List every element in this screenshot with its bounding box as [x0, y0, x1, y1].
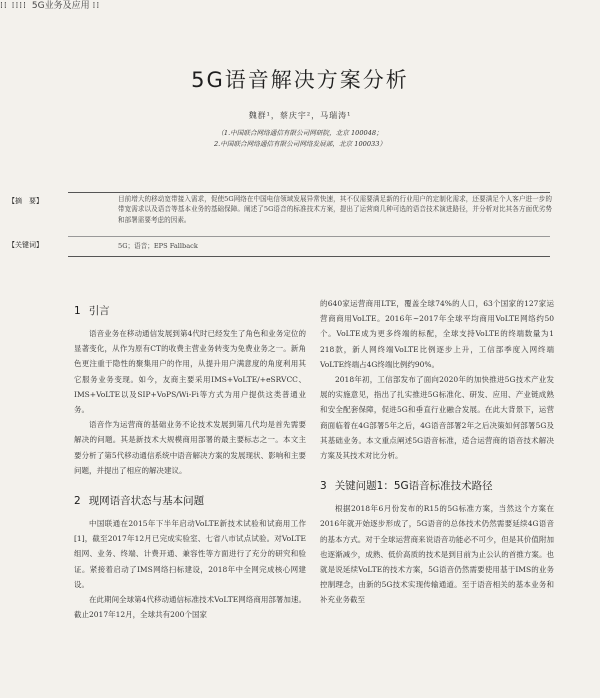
section-heading-intro — [74, 304, 306, 319]
section-number: 3 — [320, 480, 327, 493]
running-header — [0, 0, 600, 12]
section-number: 2 — [74, 495, 81, 508]
paragraph: 语音作为运营商的基础业务不论技术发展到第几代均是首先需要解决的问题。其是新技术大规模商用部署的最主要标志之一。本文主要分析了第5代移动通信系统中语音解决方案的发展现状、影响和主要问题，并提出了相应的解决建议。 — [74, 420, 306, 475]
abstract-text: 目前增大的移动宽带接入需求，促使5G网络在中国电信领域发展异常快速，其不仅需要满足新的行业用户的定制化需求，还要满足个人客户进一步的带宽需求以及语音等基本业务的基础保障。阐述了5G语音的标准技术方案，提出了运营商几种可选的语音技术演进路径，并分析对比其各方面优劣势和部署需要考虑的因素。 — [118, 195, 552, 224]
header-section: 5G业务及应用 — [31, 1, 90, 11]
keywords-label: 【关键词】 — [8, 241, 43, 249]
affiliation-line: 2.中国联合网络通信有限公司网络发展部，北京 100033） — [213, 139, 387, 148]
section-heading-key-issue — [320, 479, 554, 494]
section-title: 现网语音状态与基本问题 — [88, 495, 205, 508]
section-title: 关键问题1：5G语音标准技术路径 — [334, 480, 493, 493]
paragraph: 语音业务在移动通信发展到第4代时已经发生了角色和业务定位的显著变化，从作为原有CT的收费主营业务转变为免费业务之一。新角色更注重于隐性的聚集用户的作用，从提升用户满意度的角度利用其它服务业务变现。如今，友商主要采用IMS+VoLTE/+eSRVCC、IMS+VoLTE以及SIP+VoPS/Wi-Fi等方式为用户提供这类普通业务。 — [74, 329, 306, 415]
paragraph: 中国联通在2015年下半年启动VoLTE新技术试验和试商用工作[1]，截至2017年12月已完成实验室、七省八市试点试验。对VoLTE组网、业务、终端、计费开通、兼容性等方面进行了充分的研究和验证。紧接着启动了IMS网络扫标建设，2018年中全网完成核心网建设。 — [74, 519, 306, 589]
right-column — [320, 296, 554, 608]
abstract-label: 【摘 要】 — [8, 197, 43, 205]
left-column — [74, 304, 306, 622]
section-title: 引言 — [88, 305, 110, 317]
paragraph: 在此期间全球第4代移动通信标准技术VoLTE网络商用部署加速。截止2017年12月，全球共有200个国家 — [74, 595, 306, 620]
section-number: 1 — [74, 305, 81, 317]
paragraph: 的640家运营商用LTE，覆盖全球74%的人口，63个国家的127家运营商商用VoLTE。2016年~2017年全球平均商用VoLTE网络约50个。VoLTE成为更多终端的标配，全球支持VoLTE的终端数量为1 218款，新人网终端VoLTE比例逐步上升，工信部季度入网终端VoLTE终端占4G终端比例约90%。 — [320, 299, 554, 369]
header-marks: ⁞⁞ ⁞⁞⁞⁞ — [0, 1, 28, 11]
paragraph: 根据2018年6月份发布的R15的5G标准方案，当然这个方案在2016年就开始逐步形成了，5G语音的总体技术仍然需要延续4G语音的基本方式。对于全球运营商来说语音功能必不可少，但是其价值附加也逐渐减少，成熟、低价高质的技术是到目前为止公认的首推方案。也就是说延续VoLTE的技术方案，5G语音仍然需要使用基于IMS的业务控制理念，由新的5G技术实现传输通道。至于语音相关的基本业务和补充业务截至 — [320, 504, 554, 605]
paper-title: 5G语音解决方案分析 — [191, 68, 409, 92]
section-heading-status — [74, 494, 306, 509]
abstract-divider — [68, 236, 550, 237]
authors: 魏群¹，蔡庆宇²，马瑞涛¹ — [248, 111, 352, 120]
affiliation-line: （1.中国联合网络通信有限公司网研院，北京 100048； — [217, 129, 383, 137]
paragraph: 2018年初，工信部发布了面向2020年的加快推进5G技术产业发展的实施意见，指出了扎实推进5G标准化、研发、应用、产业链成熟和安全配套保障，促进5G和垂直行业融合发展。在此大背景下，运营商面临着在4G部署5年之后，4G语音部署2年之后决策如何部署5G及其基础业务。本文重点阐述5G语音标准，适合运营商的语音技术解决方案及其技术对比分析。 — [320, 375, 554, 461]
affiliations — [0, 128, 600, 149]
keywords-text: 5G；语音；EPS Fallback — [118, 242, 198, 250]
header-end-marks: ⁞⁞ — [92, 1, 101, 11]
